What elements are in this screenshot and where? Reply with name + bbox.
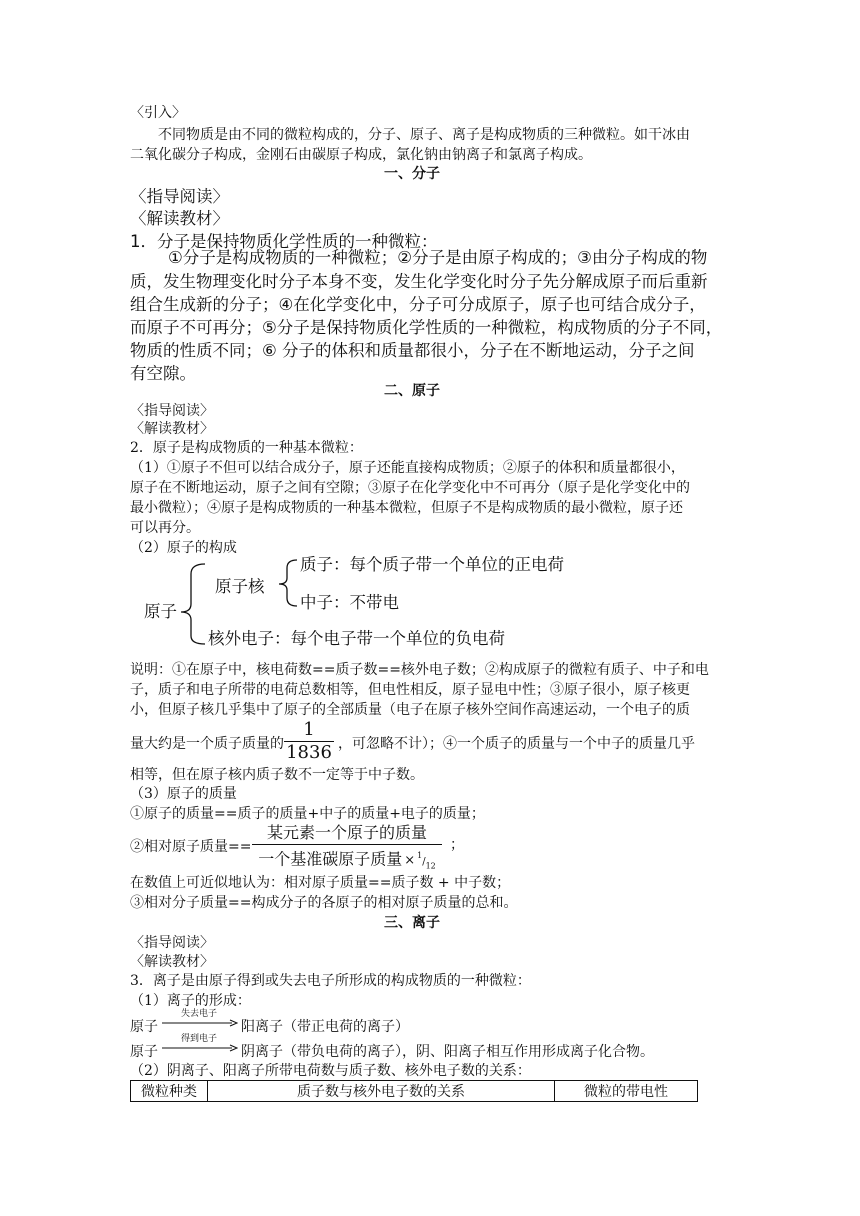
fraction-numerator: 某元素一个原子的质量 — [266, 823, 427, 842]
molecule-text-line: 物质的性质不同；⑥ 分子的体积和质量都很小，分子在不断地运动，分子之间 — [130, 341, 695, 360]
atom-note-line: 说明：①在原子中，核电荷数==质子数==核外电子数；②构成原子的微粒有质子、中子和电 — [130, 662, 709, 678]
table-header-cell: 质子数与核外电子数的关系 — [208, 1081, 555, 1102]
atom-note-line: 小，但原子核几乎集中了原子的全部质量（电子在原子核外空间作高速运动，一个电子的质 — [130, 702, 690, 718]
intro-paragraph-line: 不同物质是由不同的微粒构成的，分子、原子、离子是构成物质的三种微粒。如干冰由 — [158, 127, 690, 143]
guide-reading-tag: 〈指导阅读〉 — [130, 935, 214, 951]
arrow-label: 得到电子 — [180, 1034, 217, 1044]
reaction-1-right: 阳离子（带正电荷的离子） — [241, 1019, 409, 1035]
guide-reading-tag: 〈指导阅读〉 — [130, 403, 214, 419]
point-3-title: 3．离子是由原子得到或失去电子所形成的构成物质的一种微粒： — [130, 973, 531, 989]
approximation-line: 在数值上可近似地认为：相对原子质量==质子数 + 中子数； — [130, 875, 511, 891]
atom-text-line: 最小微粒）；④原子是构成物质的一种基本微粒，但原子不是构成物质的最小微粒，原子还 — [130, 500, 683, 516]
section-heading-ion: 三、离子 — [384, 915, 440, 931]
section-heading-atom: 二、原子 — [384, 383, 440, 399]
fraction-denominator: 1836 — [286, 742, 332, 763]
atom-text-line: （1）①原子不但可以结合成分子，原子还能直接构成物质；②原子的体积和质量都很小， — [130, 460, 685, 476]
right-arrow-icon — [160, 1019, 238, 1027]
relative-molecular-mass-line: ③相对分子质量==构成分子的各原子的相对原子质量的总和。 — [130, 895, 518, 911]
electron-mass-fraction — [284, 719, 334, 764]
atom-note-line: 相等，但在原子核内质子数不一定等于中子数。 — [130, 767, 424, 783]
atom-note-line: 子，质子和电子所带的电荷总数相等，但电性相反，原子显电中性；③原子很小，原子核更 — [130, 682, 690, 698]
textbook-decode-tag: 〈解读教材〉 — [130, 421, 214, 437]
relative-atomic-mass-label: ②相对原子质量== — [130, 839, 252, 855]
molecule-text-line: 而原子不可再分；⑤分子是保持物质化学性质的一种微粒，构成物质的分子不同， — [130, 318, 723, 337]
point-2-title: 2．原子是构成物质的一种基本微粒： — [130, 440, 363, 456]
proton-label: 质子：每个质子带一个单位的正电荷 — [300, 555, 564, 574]
nucleus-brace — [279, 560, 297, 606]
nucleus-label: 原子核 — [215, 577, 265, 596]
right-arrow-icon — [160, 1044, 238, 1052]
fraction-denominator: 一个基准碳原子质量 × $^1/_{12}$ — [258, 849, 436, 871]
molecule-text-line: 有空隙。 — [130, 364, 196, 383]
ion-charge-relation-title: （2）阴离子、阳离子所带电荷数与质子数、核外电子数的关系： — [130, 1063, 531, 1079]
atom-brace — [181, 564, 205, 644]
fraction-denominator-text: 一个基准碳原子质量 — [258, 849, 403, 869]
point-1-title: 1．分子是保持物质化学性质的一种微粒： — [130, 232, 438, 251]
intro-tag: 〈引入〉 — [130, 105, 186, 121]
reaction-1-left: 原子 — [130, 1019, 158, 1035]
relative-atomic-mass-fraction — [252, 822, 442, 878]
neutron-label: 中子：不带电 — [300, 593, 399, 612]
table-header-row — [131, 1081, 698, 1102]
electron-label: 核外电子：每个电子带一个单位的负电荷 — [208, 629, 505, 648]
textbook-decode-tag: 〈解读教材〉 — [130, 209, 229, 228]
atom-mass-formula: ①原子的质量==质子的质量+中子的质量+电子的质量； — [130, 806, 485, 822]
reaction-2-right: 阴离子（带负电荷的离子），阴、阳离子相互作用形成离子化合物。 — [241, 1044, 654, 1060]
intro-paragraph-line: 二氧化碳分子构成，金刚石由碳原子构成，氯化钠由钠离子和氯离子构成。 — [130, 147, 592, 163]
atom-label: 原子 — [144, 602, 177, 621]
molecule-text-line: ①分子是构成物质的一种微粒；②分子是由原子构成的；③由分子构成的物 — [168, 248, 708, 267]
lose-electron-arrow — [160, 1009, 238, 1029]
atom-structure-title: （2）原子的构成 — [130, 540, 237, 556]
atom-text-line: 可以再分。 — [130, 520, 200, 536]
molecule-text-line: 质，发生物理变化时分子本身不变，发生化学变化时分子先分解成原子而后重新 — [130, 272, 708, 291]
twelve-subscript: 12 — [425, 861, 436, 871]
table-header-cell: 微粒的带电性 — [555, 1081, 698, 1102]
table-header-cell: 微粒种类 — [131, 1081, 208, 1102]
one-superscript: 1 — [417, 851, 423, 860]
section-heading-molecule: 一、分子 — [384, 166, 440, 182]
atom-text-line: 原子在不断地运动，原子之间有空隙；③原子在化学变化中不可再分（原子是化学变化中的 — [130, 480, 690, 496]
arrow-label: 失去电子 — [180, 1009, 217, 1019]
formula-end-punctuation: ； — [450, 837, 464, 853]
times-symbol: × — [404, 853, 416, 869]
molecule-text-line: 组合生成新的分子；④在化学变化中，分子可分成原子，原子也可结合成分子， — [130, 295, 706, 314]
fraction-numerator: 1 — [303, 719, 315, 740]
atom-note-line-after-fraction: ，可忽略不计）；④一个质子的质量与一个中子的质量几乎 — [338, 736, 695, 752]
atom-note-line-before-fraction: 量大约是一个质子质量的 — [130, 736, 284, 752]
ion-relation-table — [130, 1080, 698, 1102]
ion-formation-title: （1）离子的形成： — [130, 993, 251, 1009]
guide-reading-tag: 〈指导阅读〉 — [130, 187, 229, 206]
textbook-decode-tag: 〈解读教材〉 — [130, 954, 214, 970]
reaction-2-left: 原子 — [130, 1044, 158, 1060]
atom-mass-title: （3）原子的质量 — [130, 786, 237, 802]
gain-electron-arrow — [160, 1034, 238, 1054]
